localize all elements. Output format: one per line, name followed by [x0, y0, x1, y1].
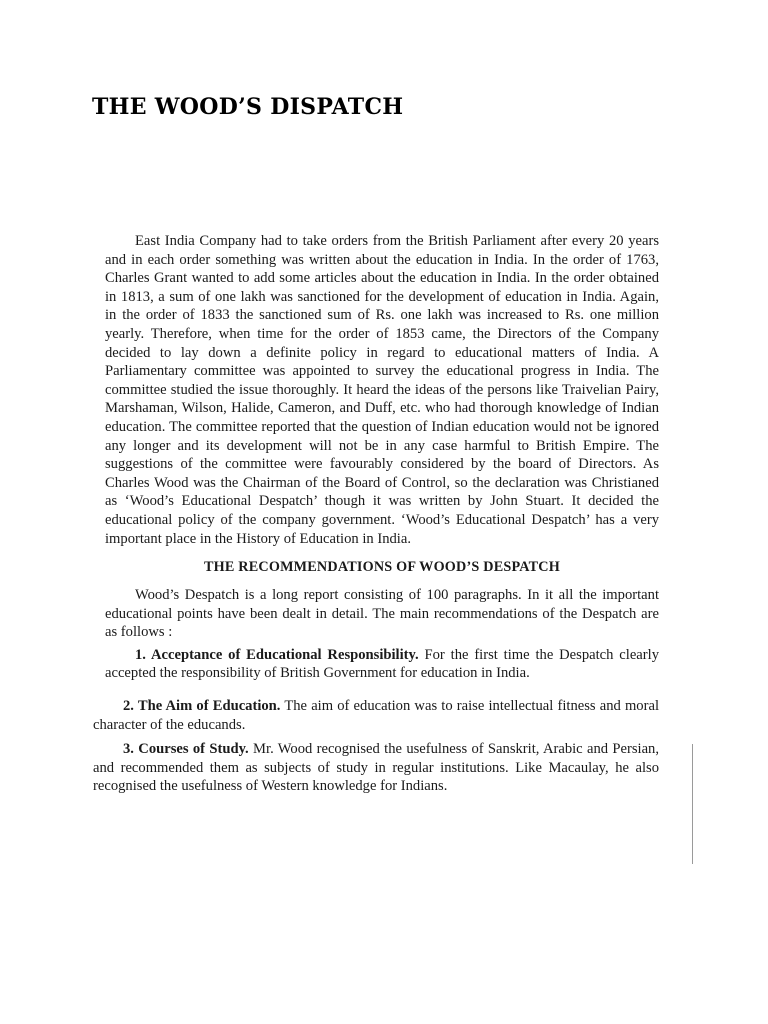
recommendation-title: 3. Courses of Study.	[123, 741, 249, 758]
document-title: THE WOOD’S DISPATCH	[92, 94, 404, 120]
recommendation-item	[93, 740, 659, 796]
recommendation-text: Mr. Wood recognised the usefulness of Sanskrit, Arabic and Persian, and recommended them as subjects of study in regular institutions. Like Macaulay, he also recognised the usefulness of Western knowledge for Indians.	[93, 741, 659, 795]
recommendation-title: 1. Acceptance of Educational Responsibility.	[135, 646, 419, 663]
recommendation-text: For the first time the Despatch clearly accepted the responsibility of British Government for education in India.	[105, 646, 659, 682]
recommendation-item	[105, 646, 659, 683]
section-heading: THE RECOMMENDATIONS OF WOOD’S DESPATCH	[203, 559, 560, 576]
document-body	[93, 232, 660, 802]
recommendation-title: 2. The Aim of Education.	[123, 698, 281, 715]
intro-paragraph: East India Company had to take orders from the British Parliament after every 20 years and in each order something was written about the education in India. In the order of 1763, Charles Grant wanted to add some articles about the education in India. In the order obtained in 1813, a sum of one lakh was sanctioned for the development of education in India. Again, in the order of 1833 the sanctioned sum of Rs. one lakh was increased to Rs. one million yearly. Therefore, when time for the order of 1853 came, the Directors of the Company decided to lay down a definite policy in regard to educational matters of India. A Parliamentary committee was appointed to survey the educational progress in India. The committee studied the issue thoroughly. It heard the ideas of the persons like Traivelian Pairy, Marshaman, Wilson, Halide, Cameron, and Duff, etc. who had thorough knowledge of Indian education. The committee reported that the question of Indian education would not be ignored any longer and its development will not be in any case harmful to British Empire. The suggestions of the committee were favourably considered by the board of Directors. As Charles Wood was the Chairman of the Board of Control, so the declaration was Christianed as ‘Wood’s Educational Despatch’ though it was written by John Stuart. It decided the educational policy of the company government. ‘Wood’s Educational Despatch’ has a very important place in the History of Education in India.	[105, 233, 659, 547]
section-intro-paragraph: Wood’s Despatch is a long report consisting of 100 paragraphs. In it all the important educational points have been dealt in detail. The main recommendations of the Despatch are as follows :	[105, 587, 659, 641]
recommendation-text: The aim of education was to raise intellectual fitness and moral character of the educands.	[93, 698, 660, 733]
recommendation-item	[93, 697, 659, 734]
page-edge-rule	[692, 744, 693, 864]
